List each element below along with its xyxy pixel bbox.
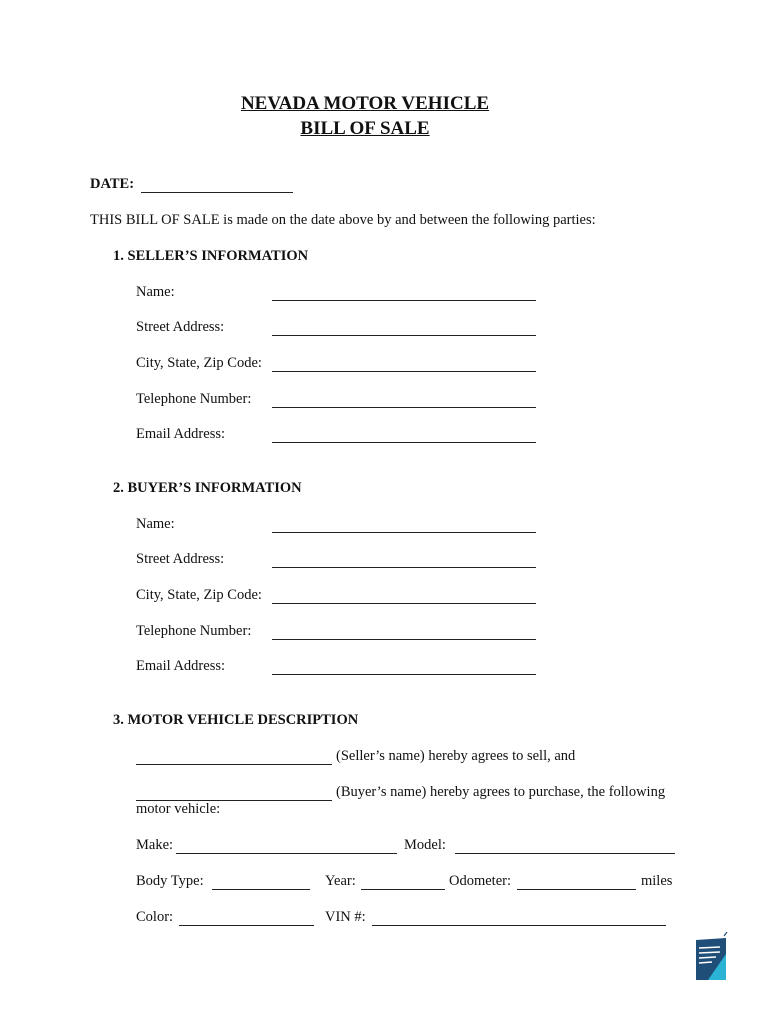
make-field[interactable] — [176, 853, 397, 854]
seller-city-label: City, State, Zip Code: — [136, 355, 262, 371]
year-field[interactable] — [361, 889, 445, 890]
buyer-street-field[interactable] — [272, 567, 536, 568]
vin-field[interactable] — [372, 925, 666, 926]
vehicle-heading: 3. MOTOR VEHICLE DESCRIPTION — [113, 712, 359, 728]
year-label: Year: — [325, 873, 356, 889]
date-label: DATE: — [90, 176, 135, 192]
buyer-email-field[interactable] — [272, 674, 536, 675]
buyer-name-field[interactable] — [272, 532, 536, 533]
seller-phone-field[interactable] — [272, 407, 536, 408]
seller-name-label: Name: — [136, 284, 175, 300]
buyer-city-label: City, State, Zip Code: — [136, 587, 262, 603]
body-type-label: Body Type: — [136, 873, 204, 889]
color-field[interactable] — [179, 925, 314, 926]
buyer-phone-label: Telephone Number: — [136, 623, 252, 639]
seller-agrees-text: (Seller’s name) hereby agrees to sell, and — [336, 748, 576, 764]
date-field[interactable] — [141, 192, 293, 193]
model-field[interactable] — [455, 853, 675, 854]
seller-street-field[interactable] — [272, 335, 536, 336]
seller-email-label: Email Address: — [136, 426, 226, 442]
buyer-city-field[interactable] — [272, 603, 536, 604]
model-label: Model: — [404, 837, 446, 853]
make-label: Make: — [136, 837, 174, 853]
document-title-line1: NEVADA MOTOR VEHICLE — [240, 93, 490, 114]
buyer-email-label: Email Address: — [136, 658, 226, 674]
body-type-field[interactable] — [212, 889, 310, 890]
seller-phone-label: Telephone Number: — [136, 391, 252, 407]
seller-email-field[interactable] — [272, 442, 536, 443]
seller-name-field[interactable] — [272, 300, 536, 301]
buyer-street-label: Street Address: — [136, 551, 225, 567]
seller-street-label: Street Address: — [136, 319, 225, 335]
seller-city-field[interactable] — [272, 371, 536, 372]
vin-label: VIN #: — [325, 909, 366, 925]
buyer-name-label: Name: — [136, 516, 175, 532]
intro-text: THIS BILL OF SALE is made on the date above by and between the following parties: — [90, 212, 596, 228]
document-logo-icon — [694, 932, 728, 982]
document-title-line2: BILL OF SALE — [300, 118, 430, 139]
buyer-heading: 2. BUYER’S INFORMATION — [113, 480, 302, 496]
motor-vehicle-text: motor vehicle: — [136, 801, 221, 817]
seller-heading: 1. SELLER’S INFORMATION — [113, 248, 309, 264]
odometer-label: Odometer: — [449, 873, 512, 889]
odometer-field[interactable] — [517, 889, 636, 890]
miles-label: miles — [641, 873, 673, 889]
seller-name-blank[interactable] — [136, 764, 332, 765]
color-label: Color: — [136, 909, 174, 925]
buyer-phone-field[interactable] — [272, 639, 536, 640]
buyer-agrees-text: (Buyer’s name) hereby agrees to purchase, the following — [336, 784, 666, 800]
